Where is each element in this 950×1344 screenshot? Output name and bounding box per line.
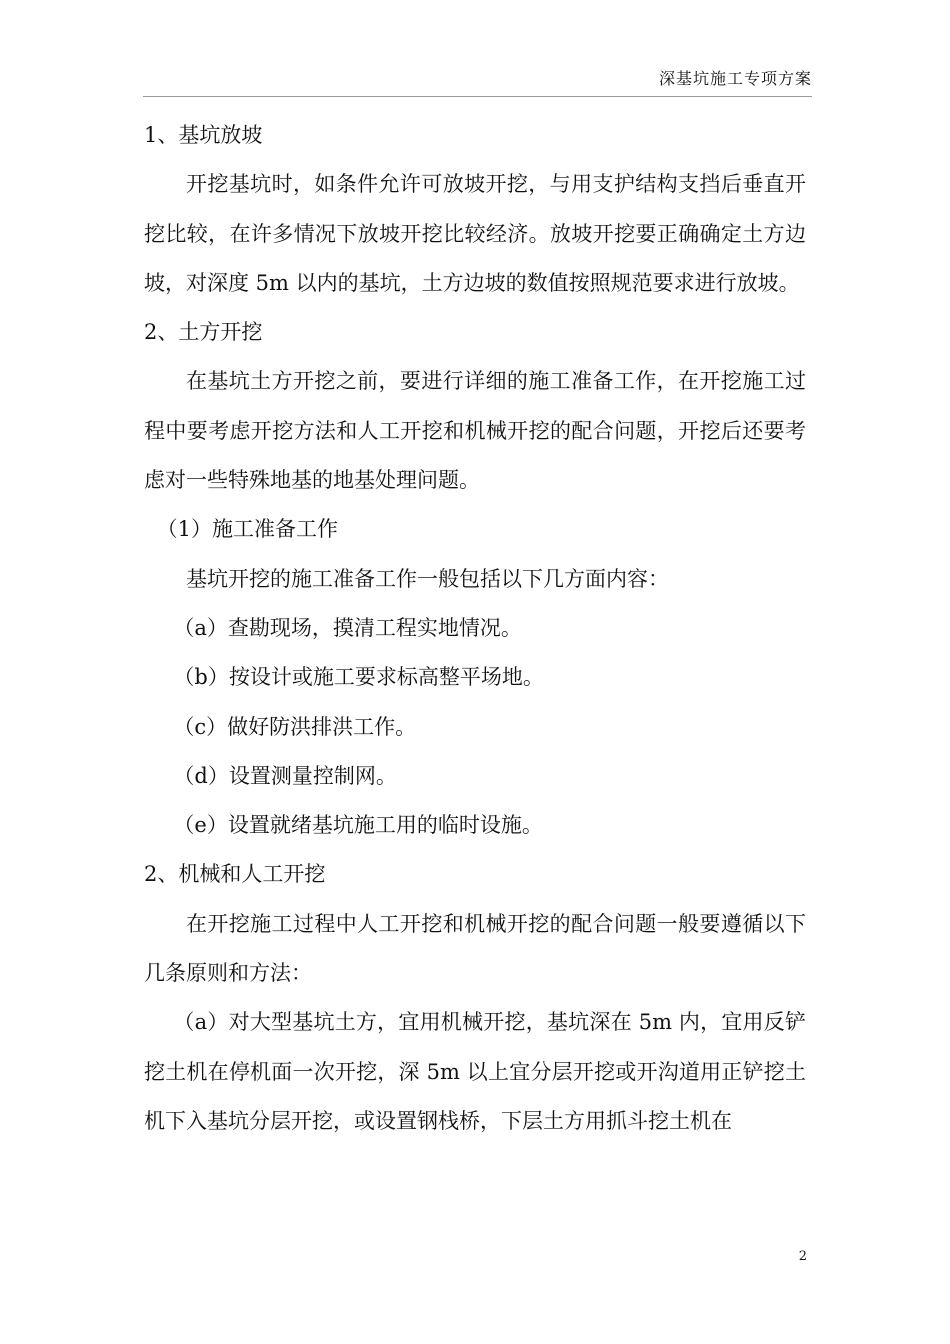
list-item-e: （e）设置就绪基坑施工用的临时设施。 (173, 813, 543, 838)
paragraph-preparation-intro: 基坑开挖的施工准备工作一般包括以下几方面内容： (186, 566, 669, 591)
document-body (144, 111, 806, 1146)
list-item-a: （a）查勘现场，摸清工程实地情况。 (173, 615, 522, 640)
header-title: 深基坑施工专项方案 (658, 69, 812, 88)
paragraph-large-pit-rule: （a）对大型基坑土方，宜用机械开挖，基坑深在 5m 内，宜用反铲挖土机在停机面一次开挖，深 5m 以上宜分层开挖或开沟道用正铲挖土机下入基坑分层开挖，或设置钢栈桥，下层土方用抓斗挖土机在 (144, 1010, 806, 1133)
section-heading-machine-manual: 2、机械和人工开挖 (144, 862, 326, 887)
list-item-d: （d）设置测量控制网。 (173, 763, 397, 788)
header-divider (143, 96, 812, 97)
subheading-preparation: （1）施工准备工作 (156, 517, 338, 542)
paragraph-earthwork-intro: 在基坑土方开挖之前，要进行详细的施工准备工作，在开挖施工过程中要考虑开挖方法和人工开挖和机械开挖的配合问题，开挖后还要考虑对一些特殊地基的地基处理问题。 (144, 369, 806, 493)
section-heading-slope: 1、基坑放坡 (144, 123, 263, 147)
list-item-c: （c）做好防洪排洪工作。 (173, 714, 417, 739)
page-number: 2 (798, 1249, 807, 1264)
section-heading-earthwork: 2、土方开挖 (144, 320, 263, 345)
paragraph-machine-manual-intro: 在开挖施工过程中人工开挖和机械开挖的配合问题一般要遵循以下几条原则和方法： (144, 911, 806, 986)
paragraph-slope-excavation: 开挖基坑时，如条件允许可放坡开挖，与用支护结构支挡后垂直开挖比较，在许多情况下放坡开挖比较经济。放坡开挖要正确确定土方边坡，对深度 5m 以内的基坑，土方边坡的数值按照规范要求进行放坡。 (144, 172, 806, 295)
list-item-b: （b）按设计或施工要求标高整平场地。 (173, 665, 544, 690)
